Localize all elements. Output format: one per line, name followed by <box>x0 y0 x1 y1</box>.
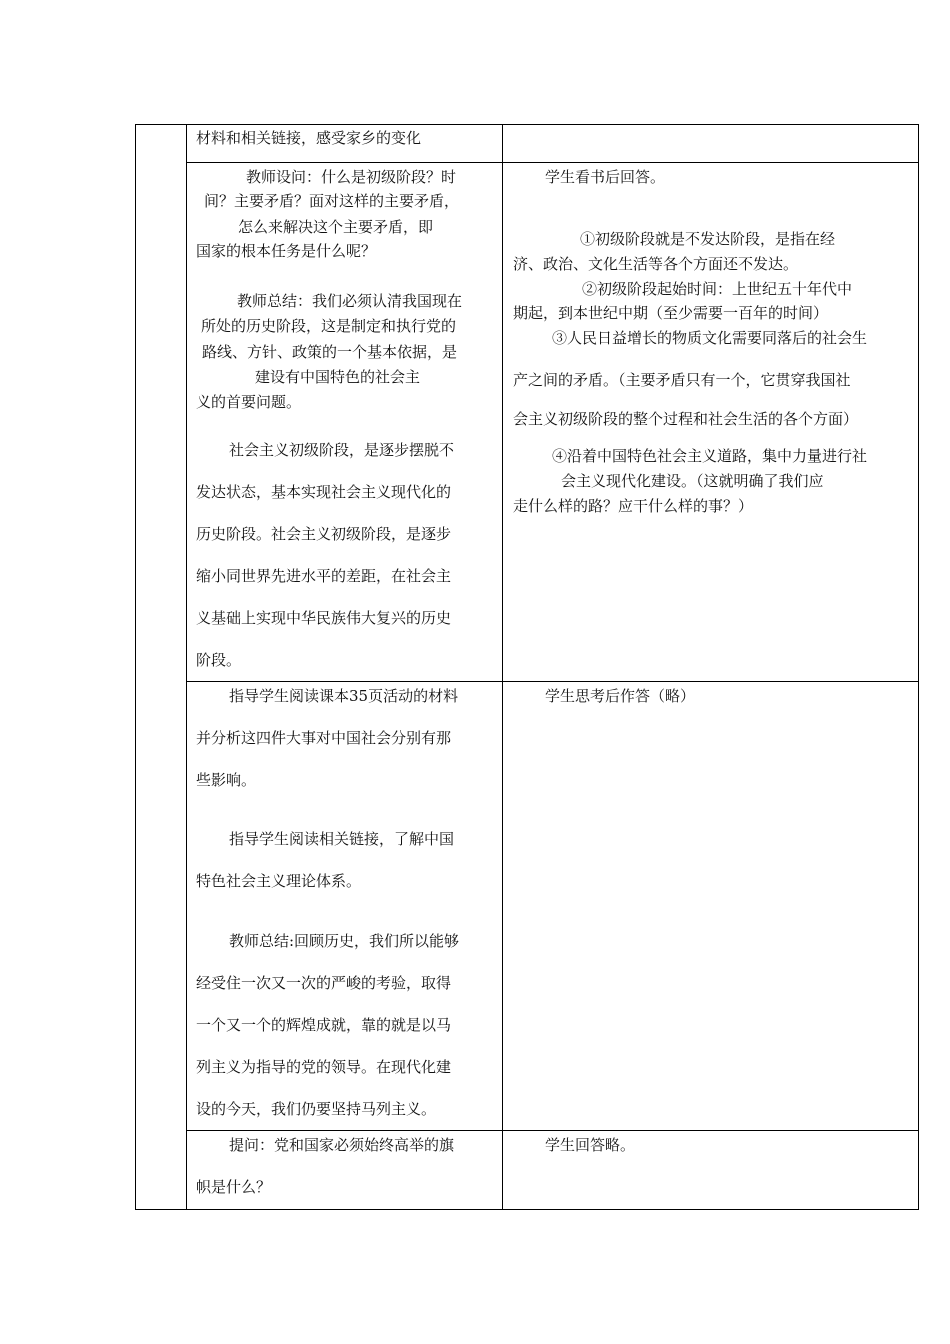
student-text: ④沿着中国特色社会主义道路，集中力量进行社 <box>552 447 868 465</box>
column-divider-middle <box>502 125 503 1209</box>
teacher-text: 设的今天，我们仍要坚持马列主义。 <box>196 1100 437 1118</box>
teacher-text: 义基础上实现中华民族伟大复兴的历史 <box>196 609 452 627</box>
teacher-text: 教师设问：什么是初级阶段？时 <box>246 168 457 186</box>
teacher-text: 特色社会主义理论体系。 <box>196 872 362 890</box>
teacher-text: 些影响。 <box>196 771 257 789</box>
student-text: ①初级阶段就是不发达阶段，是指在经 <box>580 230 836 248</box>
student-text: 学生看书后回答。 <box>545 168 666 186</box>
teacher-text: 间？主要矛盾？面对这样的主要矛盾， <box>204 192 460 210</box>
student-text: 学生思考后作答（略） <box>545 687 696 705</box>
row-divider <box>187 162 918 163</box>
student-text: 会主义现代化建设。（这就明确了我们应 <box>561 472 824 490</box>
teacher-text: 阶段。 <box>196 651 242 669</box>
teacher-text: 经受住一次又一次的严峻的考验，取得 <box>196 974 452 992</box>
teacher-text: 教师总结：我们必须认清我国现在 <box>237 292 463 310</box>
student-text: ②初级阶段起始时间：上世纪五十年代中 <box>582 280 853 298</box>
student-text: 会主义初级阶段的整个过程和社会生活的各个方面） <box>513 410 859 428</box>
teacher-text: 义的首要问题。 <box>196 393 302 411</box>
row-divider <box>187 1130 918 1131</box>
teacher-text: 历史阶段。社会主义初级阶段，是逐步 <box>196 525 452 543</box>
student-text: 走什么样的路？应干什么样的事？） <box>513 497 754 515</box>
student-text: 产之间的矛盾。（主要矛盾只有一个，它贯穿我国社 <box>513 371 851 389</box>
teacher-text: 国家的根本任务是什么呢？ <box>196 242 377 260</box>
teacher-text: 所处的历史阶段，这是制定和执行党的 <box>201 317 457 335</box>
teacher-text: 建设有中国特色的社会主 <box>255 368 421 386</box>
teacher-text: 缩小同世界先进水平的差距，在社会主 <box>196 567 452 585</box>
student-text: ③人民日益增长的物质文化需要同落后的社会生 <box>552 329 868 347</box>
teacher-text: 指导学生阅读相关链接，了解中国 <box>229 830 455 848</box>
teacher-text: 列主义为指导的党的领导。在现代化建 <box>196 1058 452 1076</box>
teacher-text: 一个又一个的辉煌成就，靠的就是以马 <box>196 1016 452 1034</box>
teacher-text: 社会主义初级阶段，是逐步摆脱不 <box>229 441 455 459</box>
teacher-text: 并分析这四件大事对中国社会分别有那 <box>196 729 452 747</box>
teacher-text: 指导学生阅读课本35页活动的材料 <box>229 687 459 705</box>
student-text: 学生回答略。 <box>545 1136 636 1154</box>
teacher-text: 提问：党和国家必须始终高举的旗 <box>229 1136 455 1154</box>
student-text: 期起，到本世纪中期（至少需要一百年的时间） <box>513 304 829 322</box>
teacher-text: 路线、方针、政策的一个基本依据，是 <box>202 343 458 361</box>
teacher-text: 材料和相关链接，感受家乡的变化 <box>196 129 422 147</box>
teacher-text: 教师总结:回顾历史，我们所以能够 <box>229 932 460 950</box>
teacher-text: 怎么来解决这个主要矛盾，即 <box>238 218 434 236</box>
teacher-text: 发达状态，基本实现社会主义现代化的 <box>196 483 452 501</box>
column-divider-left <box>186 125 187 1209</box>
row-divider <box>187 681 918 682</box>
student-text: 济、政治、文化生活等各个方面还不发达。 <box>513 255 799 273</box>
teacher-text: 帜是什么？ <box>196 1178 272 1196</box>
